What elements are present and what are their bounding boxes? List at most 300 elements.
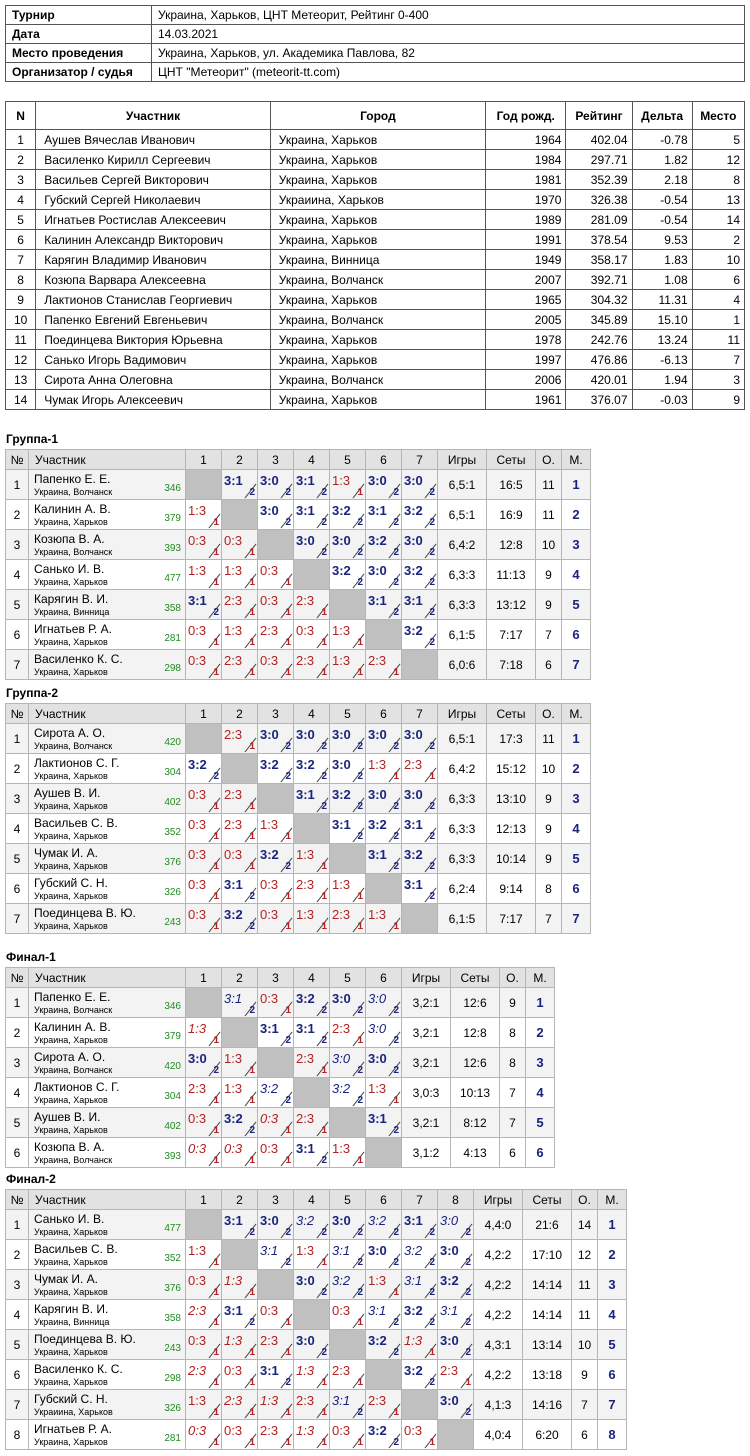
- match-score-cell: [258, 1300, 294, 1330]
- games-cell: 4,1:3: [474, 1390, 523, 1420]
- place-cell: [562, 530, 591, 560]
- player-city: Украина, Харьков: [34, 517, 108, 527]
- match-score-cell: [222, 1108, 258, 1138]
- match-score: 2:3: [260, 1423, 279, 1438]
- diagonal-cell: [258, 530, 294, 560]
- info-key: Турнир: [6, 6, 152, 25]
- player-name: Козюпа В. А.: [34, 1140, 105, 1154]
- match-points: 2: [213, 1065, 219, 1076]
- match-score-cell: [294, 500, 330, 530]
- sets-cell: 12:13: [487, 814, 536, 844]
- match-score-cell: [294, 904, 330, 934]
- match-score-cell: [186, 590, 222, 620]
- info-key: Дата: [6, 25, 152, 44]
- player-city: Украина, Волчанск: [34, 1155, 113, 1165]
- group-column-header: 8: [438, 1190, 474, 1210]
- column-header: Участник: [36, 102, 271, 130]
- match-score: 3:0: [404, 473, 423, 488]
- match-score: 2:3: [296, 1051, 315, 1066]
- participant-cell: 1970: [485, 190, 565, 210]
- row-number: 5: [6, 844, 29, 874]
- player-name: Сирота А. О.: [34, 1050, 106, 1064]
- games-cell: 4,4:0: [474, 1210, 523, 1240]
- points-cell: 8: [500, 1048, 526, 1078]
- row-number: 1: [6, 470, 29, 500]
- match-score: 0:3: [260, 991, 279, 1006]
- match-score: 2:3: [440, 1363, 459, 1378]
- match-score: 3:2: [440, 1273, 459, 1288]
- match-points: 1: [285, 1347, 291, 1358]
- match-score: 3:2: [332, 787, 351, 802]
- group-column-header: 2: [222, 1190, 258, 1210]
- match-score: 0:3: [224, 1363, 243, 1378]
- match-score: 3:0: [368, 563, 387, 578]
- match-score-cell: [294, 724, 330, 754]
- participant-cell: 10: [692, 250, 744, 270]
- participant-cell: 2: [6, 150, 36, 170]
- group-header-row: [6, 704, 591, 724]
- match-score: 1:3: [188, 1243, 207, 1258]
- match-points: 2: [321, 1155, 327, 1166]
- match-score-cell: [294, 530, 330, 560]
- match-points: 2: [357, 1287, 363, 1298]
- match-score-cell: [294, 844, 330, 874]
- match-score: 2:3: [368, 653, 387, 668]
- match-score-cell: [330, 1210, 366, 1240]
- sets-cell: 14:14: [523, 1300, 572, 1330]
- place-cell: [598, 1360, 627, 1390]
- match-score-cell: [294, 1240, 330, 1270]
- match-score: 3:0: [332, 1213, 351, 1228]
- player-name: Лактионов С. Г.: [34, 1080, 120, 1094]
- participant-cell: 392.71: [566, 270, 632, 290]
- match-score-cell: [222, 814, 258, 844]
- match-points: 2: [357, 831, 363, 842]
- participant-cell: 9.53: [632, 230, 692, 250]
- place-value: 5: [572, 597, 580, 612]
- info-key: Место проведения: [6, 44, 152, 63]
- match-points: 2: [393, 517, 399, 528]
- place-value: 4: [536, 1085, 544, 1100]
- match-points: 2: [285, 741, 291, 752]
- row-number: 6: [6, 1138, 29, 1168]
- participant-cell: 2.18: [632, 170, 692, 190]
- match-points: 1: [285, 891, 291, 902]
- place-cell: [598, 1240, 627, 1270]
- match-score-cell: [330, 620, 366, 650]
- group-column-header: М.: [526, 968, 555, 988]
- match-score-cell: [222, 1420, 258, 1450]
- match-points: 2: [249, 1317, 255, 1328]
- match-score-cell: [222, 1300, 258, 1330]
- participant-cell: Аушев Вячеслав Иванович: [36, 130, 271, 150]
- match-score-cell: [402, 560, 438, 590]
- match-score: 1:3: [188, 1021, 207, 1036]
- sets-cell: 12:6: [451, 1048, 500, 1078]
- tournament-info-table: [5, 5, 745, 82]
- match-score-cell: [402, 1240, 438, 1270]
- match-score-cell: [186, 1018, 222, 1048]
- participant-cell: 376.07: [566, 390, 632, 410]
- match-score-cell: [294, 620, 330, 650]
- player-cell: [29, 530, 186, 560]
- match-points: 2: [285, 1377, 291, 1388]
- match-points: 1: [249, 607, 255, 618]
- match-score-cell: [222, 724, 258, 754]
- player-city: Украина, Харьков: [34, 831, 108, 841]
- games-cell: 4,3:1: [474, 1330, 523, 1360]
- match-score: 1:3: [368, 907, 387, 922]
- match-score: 1:3: [188, 563, 207, 578]
- match-score-cell: [258, 1138, 294, 1168]
- match-score-cell: [294, 1270, 330, 1300]
- participant-cell: 420.01: [566, 370, 632, 390]
- match-points: 2: [321, 1035, 327, 1046]
- match-points: 2: [357, 1065, 363, 1076]
- match-score: 2:3: [332, 907, 351, 922]
- match-score: 3:0: [332, 727, 351, 742]
- diagonal-cell: [186, 1210, 222, 1240]
- participant-cell: 5: [692, 130, 744, 150]
- participant-cell: 402.04: [566, 130, 632, 150]
- match-points: 2: [321, 771, 327, 782]
- match-score: 0:3: [332, 1423, 351, 1438]
- match-points: 1: [393, 1407, 399, 1418]
- match-points: 2: [429, 547, 435, 558]
- match-points: 2: [357, 741, 363, 752]
- match-score-cell: [294, 874, 330, 904]
- match-points: 2: [249, 1005, 255, 1016]
- match-points: 2: [357, 577, 363, 588]
- group-row: [6, 590, 591, 620]
- participant-cell: Сирота Анна Олеговна: [36, 370, 271, 390]
- player-cell: [29, 904, 186, 934]
- match-points: 2: [429, 487, 435, 498]
- match-points: 2: [393, 801, 399, 812]
- match-score-cell: [402, 874, 438, 904]
- match-score-cell: [294, 470, 330, 500]
- group-column-header: Игры: [474, 1190, 523, 1210]
- match-points: 2: [357, 517, 363, 528]
- match-score: 2:3: [224, 727, 243, 742]
- games-cell: 4,2:2: [474, 1360, 523, 1390]
- player-cell: [29, 1330, 186, 1360]
- player-rating: 358: [164, 1313, 181, 1324]
- participant-cell: -6.13: [632, 350, 692, 370]
- sets-cell: 14:14: [523, 1270, 572, 1300]
- match-score-cell: [258, 724, 294, 754]
- match-score-cell: [222, 1078, 258, 1108]
- participant-cell: 1.83: [632, 250, 692, 270]
- match-points: 1: [357, 1317, 363, 1328]
- match-score: 3:0: [332, 991, 351, 1006]
- group-row: [6, 1078, 555, 1108]
- player-rating: 298: [164, 1373, 181, 1384]
- place-value: 5: [536, 1115, 544, 1130]
- participant-cell: 6: [6, 230, 36, 250]
- row-number: 7: [6, 1390, 29, 1420]
- participant-cell: 6: [692, 270, 744, 290]
- match-score-cell: [330, 754, 366, 784]
- player-cell: [29, 1018, 186, 1048]
- match-score-cell: [222, 1048, 258, 1078]
- match-points: 2: [249, 487, 255, 498]
- group-column-header: 2: [222, 450, 258, 470]
- match-points: 2: [213, 771, 219, 782]
- match-score-cell: [186, 1078, 222, 1108]
- match-score-cell: [222, 988, 258, 1018]
- player-city: Украина, Харьков: [34, 1347, 108, 1357]
- place-value: 5: [608, 1337, 616, 1352]
- place-cell: [598, 1210, 627, 1240]
- participant-cell: 242.76: [566, 330, 632, 350]
- match-score: 0:3: [332, 1303, 351, 1318]
- diagonal-cell: [222, 1240, 258, 1270]
- match-score: 3:2: [404, 563, 423, 578]
- match-points: 1: [285, 921, 291, 932]
- group-table: [5, 703, 591, 934]
- match-score-cell: [258, 754, 294, 784]
- points-cell: 9: [536, 784, 562, 814]
- participant-cell: 1964: [485, 130, 565, 150]
- group-column-header: М.: [562, 450, 591, 470]
- match-score: 3:1: [404, 593, 423, 608]
- match-score-cell: [258, 844, 294, 874]
- player-rating: 379: [164, 1031, 181, 1042]
- diagonal-cell: [402, 904, 438, 934]
- match-score-cell: [366, 1240, 402, 1270]
- row-number: 8: [6, 1420, 29, 1450]
- match-score: 0:3: [188, 1141, 207, 1156]
- match-points: 2: [393, 1227, 399, 1238]
- match-points: 1: [285, 831, 291, 842]
- diagonal-cell: [258, 1048, 294, 1078]
- points-cell: 11: [572, 1270, 598, 1300]
- diagonal-cell: [186, 988, 222, 1018]
- group-title: Финал-2: [6, 1172, 56, 1186]
- match-score-cell: [366, 1048, 402, 1078]
- player-city: Украина, Харьков: [34, 1257, 108, 1267]
- match-points: 1: [321, 1377, 327, 1388]
- match-score-cell: [330, 500, 366, 530]
- match-score: 1:3: [224, 623, 243, 638]
- points-cell: 11: [536, 500, 562, 530]
- match-score: 0:3: [260, 1141, 279, 1156]
- match-points: 1: [285, 1407, 291, 1418]
- diagonal-cell: [222, 1018, 258, 1048]
- match-score: 3:1: [332, 1243, 351, 1258]
- player-cell: [29, 1420, 186, 1450]
- match-points: 1: [285, 607, 291, 618]
- match-points: 2: [357, 1257, 363, 1268]
- match-score-cell: [258, 1390, 294, 1420]
- player-rating: 243: [164, 917, 181, 928]
- games-cell: 4,0:4: [474, 1420, 523, 1450]
- place-value: 4: [608, 1307, 616, 1322]
- match-score-cell: [186, 1048, 222, 1078]
- place-cell: [562, 904, 591, 934]
- info-value: Украина, Харьков, ул. Академика Павлова, 82: [152, 44, 745, 63]
- group-column-header: Игры: [438, 704, 487, 724]
- match-points: 2: [429, 1227, 435, 1238]
- diagonal-cell: [186, 724, 222, 754]
- match-score-cell: [222, 874, 258, 904]
- match-score: 3:2: [296, 1213, 315, 1228]
- match-points: 1: [321, 1065, 327, 1076]
- match-score-cell: [438, 1390, 474, 1420]
- match-score-cell: [222, 1210, 258, 1240]
- place-cell: [562, 590, 591, 620]
- match-score: 3:1: [368, 593, 387, 608]
- match-score-cell: [186, 784, 222, 814]
- points-cell: 9: [500, 988, 526, 1018]
- group-header-row: [6, 450, 591, 470]
- match-score: 3:2: [296, 757, 315, 772]
- group-row: [6, 530, 591, 560]
- match-score: 0:3: [188, 877, 207, 892]
- group-column-header: 7: [402, 1190, 438, 1210]
- sets-cell: 7:17: [487, 904, 536, 934]
- match-points: 2: [285, 1227, 291, 1238]
- match-score: 2:3: [332, 1021, 351, 1036]
- diagonal-cell: [294, 560, 330, 590]
- match-points: 1: [213, 1377, 219, 1388]
- match-score: 1:3: [332, 473, 351, 488]
- match-score-cell: [294, 1018, 330, 1048]
- row-number: 5: [6, 1108, 29, 1138]
- match-score: 3:2: [260, 1081, 279, 1096]
- match-points: 2: [285, 487, 291, 498]
- match-score-cell: [186, 650, 222, 680]
- place-value: 8: [608, 1427, 616, 1442]
- match-score: 1:3: [296, 1423, 315, 1438]
- match-score-cell: [366, 650, 402, 680]
- row-number: 1: [6, 724, 29, 754]
- place-value: 3: [572, 791, 580, 806]
- match-score-cell: [330, 1390, 366, 1420]
- row-number: 2: [6, 1240, 29, 1270]
- group-table: [5, 449, 591, 680]
- player-city: Украина, Харьков: [34, 1227, 108, 1237]
- match-score-cell: [186, 844, 222, 874]
- group-row: [6, 754, 591, 784]
- match-points: 2: [465, 1317, 471, 1328]
- match-points: 2: [285, 1257, 291, 1268]
- group-column-header: 5: [330, 1190, 366, 1210]
- match-score: 3:1: [404, 1213, 423, 1228]
- participant-cell: Украина, Харьков: [270, 230, 485, 250]
- participant-cell: 352.39: [566, 170, 632, 190]
- games-cell: 3,2:1: [402, 988, 451, 1018]
- group-column-header: №: [6, 704, 29, 724]
- points-cell: 6: [536, 650, 562, 680]
- match-score-cell: [366, 1078, 402, 1108]
- group-column-header: 4: [294, 704, 330, 724]
- match-points: 2: [249, 891, 255, 902]
- match-score: 3:0: [296, 727, 315, 742]
- match-points: 1: [285, 667, 291, 678]
- group-row: [6, 1300, 627, 1330]
- match-score: 1:3: [224, 1333, 243, 1348]
- match-score-cell: [222, 1330, 258, 1360]
- match-points: 1: [393, 1287, 399, 1298]
- place-cell: [598, 1270, 627, 1300]
- group-row: [6, 1360, 627, 1390]
- group-column-header: О.: [500, 968, 526, 988]
- match-points: 2: [285, 861, 291, 872]
- match-points: 1: [429, 771, 435, 782]
- player-name: Васильев С. В.: [34, 1242, 118, 1256]
- match-points: 1: [213, 1347, 219, 1358]
- match-score-cell: [186, 814, 222, 844]
- match-score: 1:3: [224, 1081, 243, 1096]
- participants-table: [5, 101, 745, 410]
- match-points: 1: [321, 1125, 327, 1136]
- place-value: 5: [572, 851, 580, 866]
- match-points: 1: [285, 637, 291, 648]
- match-score: 1:3: [332, 1141, 351, 1156]
- match-score-cell: [330, 874, 366, 904]
- info-value: Украина, Харьков, ЦНТ Метеорит, Рейтинг 0-400: [152, 6, 745, 25]
- player-rating: 352: [164, 1253, 181, 1264]
- participant-cell: 10: [6, 310, 36, 330]
- participant-cell: Козюпа Варвара Алексеевна: [36, 270, 271, 290]
- row-number: 6: [6, 874, 29, 904]
- match-score-cell: [258, 560, 294, 590]
- match-score: 3:0: [332, 1051, 351, 1066]
- match-points: 1: [249, 1437, 255, 1448]
- games-cell: 6,5:1: [438, 500, 487, 530]
- match-points: 1: [429, 1347, 435, 1358]
- place-cell: [526, 1018, 555, 1048]
- participant-cell: 12: [6, 350, 36, 370]
- participant-cell: Украина, Волчанск: [270, 370, 485, 390]
- player-name: Аушев В. И.: [34, 1110, 101, 1124]
- match-score-cell: [222, 1390, 258, 1420]
- match-score: 3:1: [296, 1141, 315, 1156]
- row-number: 3: [6, 1270, 29, 1300]
- group-column-header: 4: [294, 968, 330, 988]
- match-score-cell: [366, 470, 402, 500]
- diagonal-cell: [330, 590, 366, 620]
- info-row: [6, 25, 745, 44]
- participant-cell: 1.08: [632, 270, 692, 290]
- match-score: 3:2: [404, 847, 423, 862]
- place-value: 2: [608, 1247, 616, 1262]
- match-score: 3:0: [296, 533, 315, 548]
- points-cell: 9: [536, 814, 562, 844]
- player-name: Карягин В. И.: [34, 1302, 109, 1316]
- row-number: 4: [6, 1078, 29, 1108]
- row-number: 3: [6, 1048, 29, 1078]
- match-points: 2: [321, 487, 327, 498]
- participant-cell: 12: [692, 150, 744, 170]
- games-cell: 6,0:6: [438, 650, 487, 680]
- match-score: 3:2: [224, 1111, 243, 1126]
- player-cell: [29, 754, 186, 784]
- diagonal-cell: [294, 1078, 330, 1108]
- match-score-cell: [258, 1360, 294, 1390]
- match-score: 2:3: [296, 1393, 315, 1408]
- group-column-header: 6: [366, 1190, 402, 1210]
- place-value: 4: [572, 567, 580, 582]
- match-score-cell: [222, 560, 258, 590]
- participant-cell: Санько Игорь Вадимович: [36, 350, 271, 370]
- group-column-header: 3: [258, 968, 294, 988]
- participant-cell: 1981: [485, 170, 565, 190]
- player-cell: [29, 724, 186, 754]
- points-cell: 14: [572, 1210, 598, 1240]
